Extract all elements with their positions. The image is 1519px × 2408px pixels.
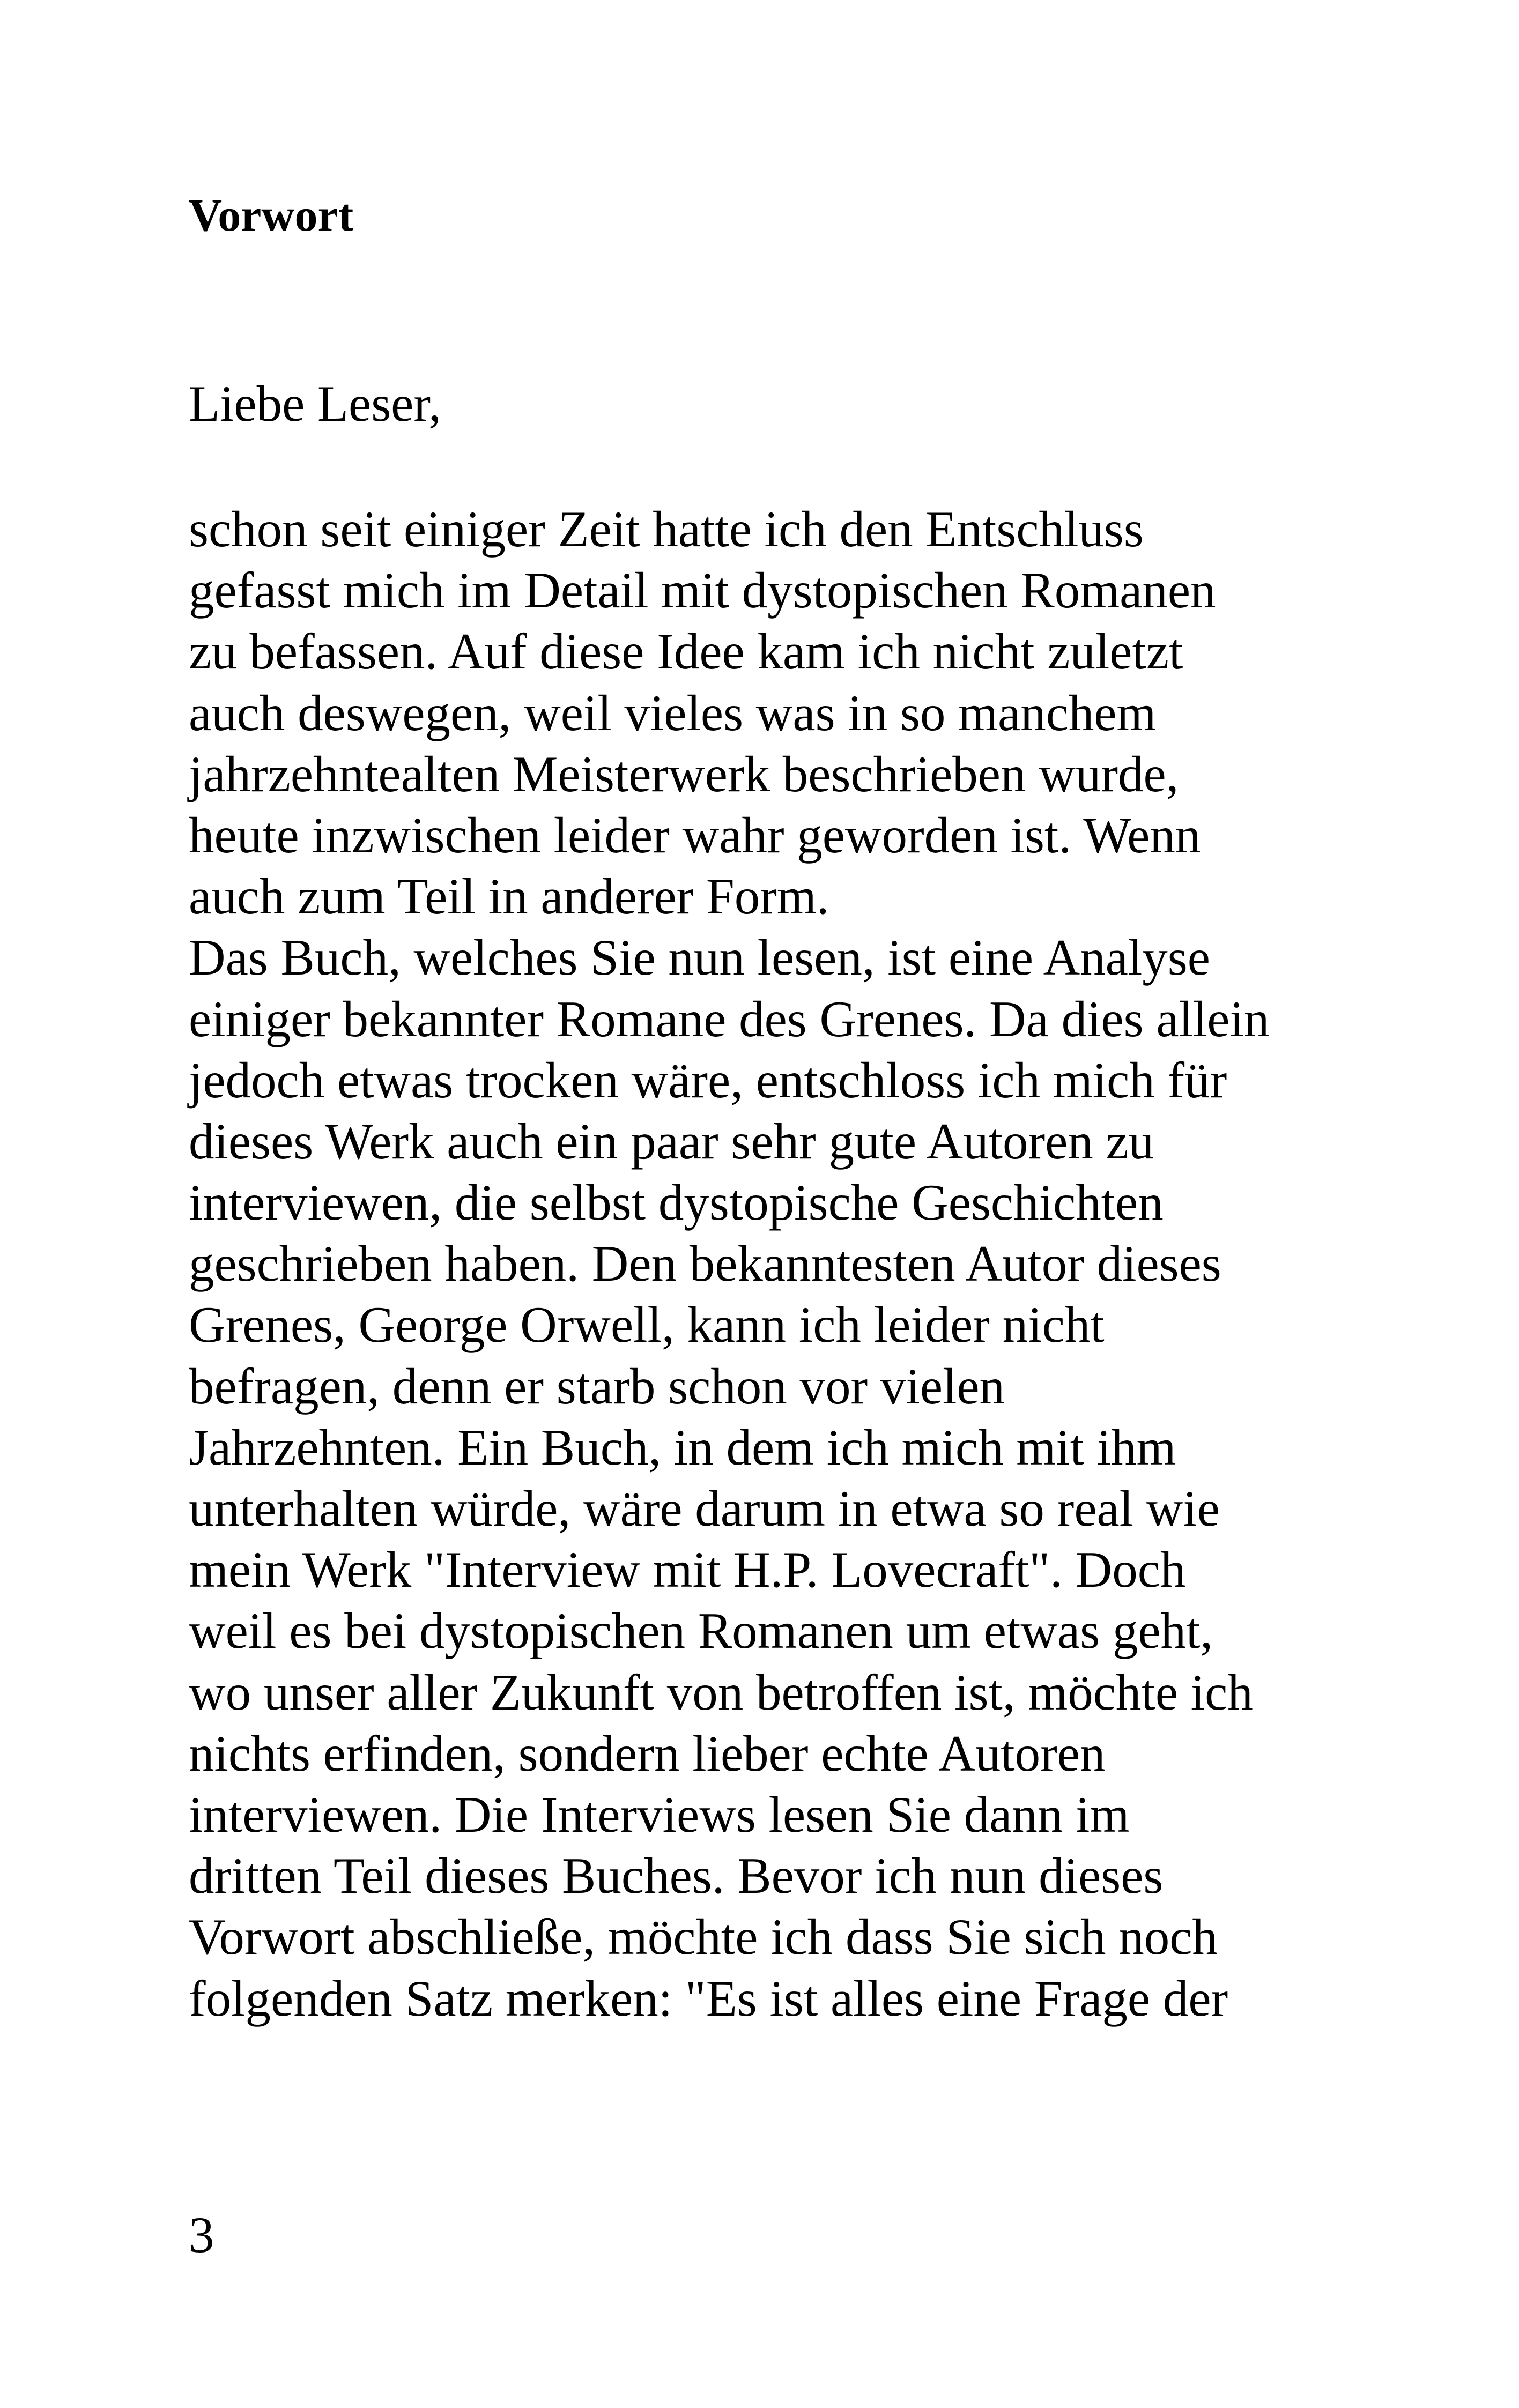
text-line: folgenden Satz merken: "Es ist alles eine Frage der (189, 1969, 1228, 2027)
text-line: interviewen, die selbst dystopische Geschichten (189, 1174, 1164, 1231)
page-title: Vorwort (189, 189, 354, 241)
text-line: Grenes, George Orwell, kann ich leider nicht (189, 1296, 1105, 1354)
text-line: befragen, denn er starb schon vor vielen (189, 1357, 1005, 1415)
text-line: jahrzehntealten Meisterwerk beschrieben wurde, (189, 745, 1179, 802)
text-line: Vorwort abschließe, möchte ich dass Sie sich noch (189, 1908, 1218, 1966)
text-line: unterhalten würde, wäre darum in etwa so real wie (189, 1480, 1220, 1537)
text-line: einiger bekannter Romane des Grenes. Da dies allein (189, 990, 1270, 1047)
text-line: gefasst mich im Detail mit dystopischen Romanen (189, 562, 1216, 619)
text-line: mein Werk "Interview mit H.P. Lovecraft". Doch (189, 1541, 1186, 1599)
text-line: geschrieben haben. Den bekanntesten Autor dieses (189, 1235, 1221, 1292)
text-line: auch deswegen, weil vieles was in so manchem (189, 684, 1157, 741)
text-line: Das Buch, welches Sie nun lesen, ist eine Analyse (189, 929, 1210, 986)
text-line: jedoch etwas trocken wäre, entschloss ich mich für (189, 1051, 1227, 1109)
text-line: nichts erfinden, sondern lieber echte Autoren (189, 1725, 1106, 1782)
text-line: schon seit einiger Zeit hatte ich den Entschluss (189, 501, 1144, 558)
body-text (189, 499, 1422, 2029)
salutation: Liebe Leser, (189, 375, 441, 432)
text-line: zu befassen. Auf diese Idee kam ich nicht zuletzt (189, 623, 1183, 680)
text-line: dieses Werk auch ein paar sehr gute Autoren zu (189, 1112, 1154, 1170)
text-line: interviewen. Die Interviews lesen Sie dann im (189, 1786, 1130, 1843)
text-line: weil es bei dystopischen Romanen um etwas geht, (189, 1602, 1213, 1660)
text-line: auch zum Teil in anderer Form. (189, 868, 829, 925)
text-line: wo unser aller Zukunft von betroffen ist, möchte ich (189, 1663, 1253, 1721)
page-number: 3 (189, 2206, 214, 2263)
text-line: Jahrzehnten. Ein Buch, in dem ich mich mit ihm (189, 1418, 1176, 1476)
text-line: heute inzwischen leider wahr geworden ist. Wenn (189, 806, 1201, 864)
text-line: dritten Teil dieses Buches. Bevor ich nun dieses (189, 1847, 1164, 1905)
